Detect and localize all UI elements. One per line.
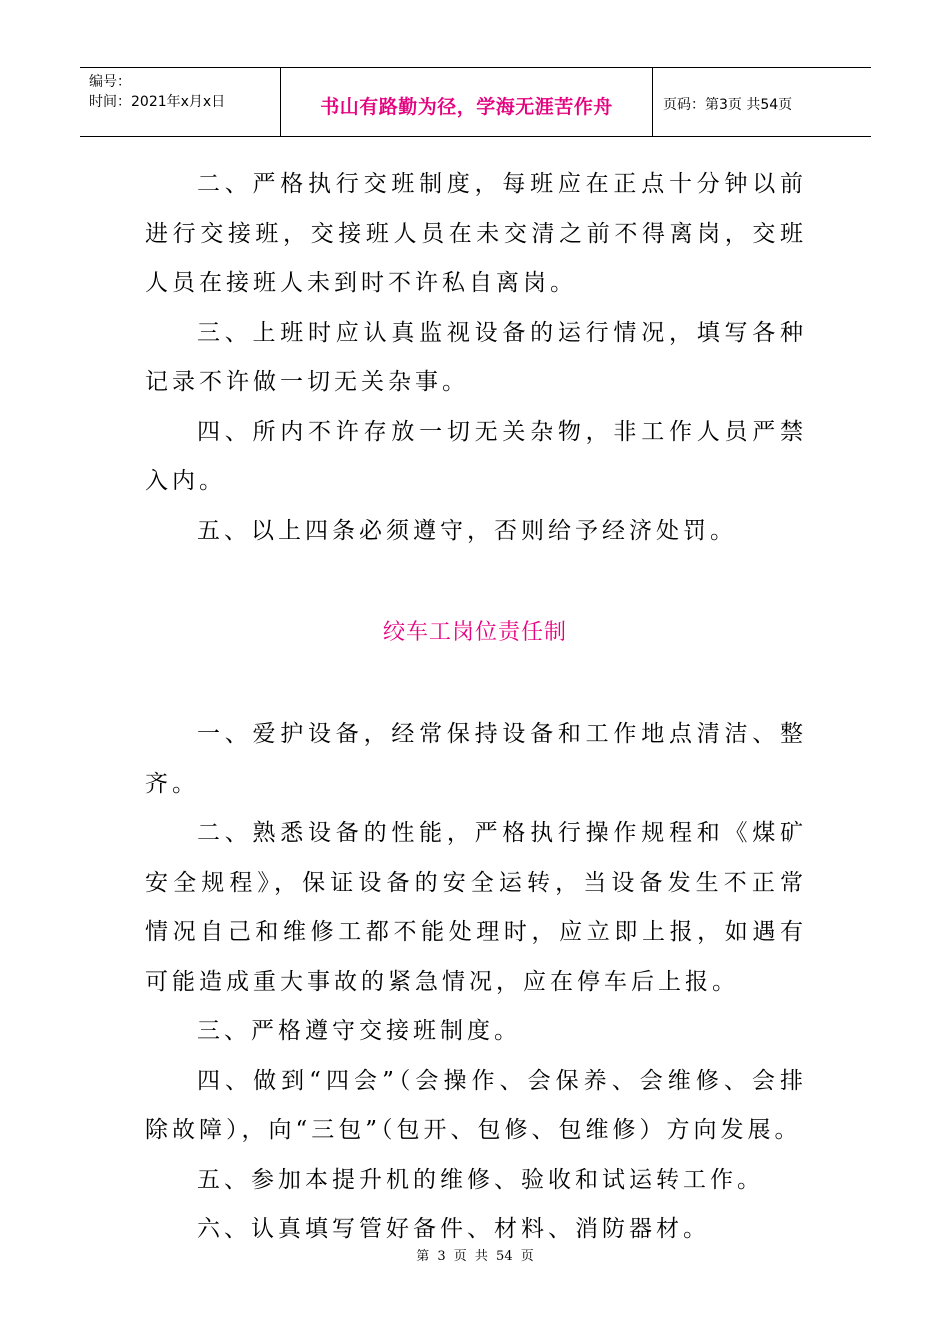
- paragraph: 四、所内不许存放一切无关杂物，非工作人员严禁入内。: [145, 418, 807, 494]
- paragraph: 二、严格执行交班制度，每班应在正点十分钟以前进行交接班，交接班人员在未交清之前不得离岗，交班人员在接班人未到时不许私自离岗。: [145, 171, 807, 296]
- page-footer: 第 3 页 共 54 页: [416, 1249, 534, 1264]
- paragraph: 六、认真填写管好备件、材料、消防器材。: [197, 1216, 710, 1242]
- paragraph: 三、上班时应认真监视设备的运行情况，填写各种记录不许做一切无关杂事。: [145, 319, 807, 395]
- paragraph: 二、熟悉设备的性能，严格执行操作规程和《煤矿安全规程》，保证设备的安全运转，当设备发生不正常情况自己和维修工都不能处理时，应立即上报，如遇有可能造成重大事故的紧急情况，应在停车后上报。: [145, 820, 807, 995]
- paragraph: 一、爱护设备，经常保持设备和工作地点清洁、整齐。: [145, 721, 807, 797]
- header-motto: 书山有路勤为径，学海无涯苦作舟: [320, 95, 613, 118]
- header-page-info: 页码：第3页 共54页: [663, 97, 793, 113]
- header-meta: [80, 68, 281, 136]
- section-title: 绞车工岗位责任制: [382, 620, 567, 645]
- section-2-body: [145, 710, 807, 1255]
- header-motto-cell: [281, 68, 653, 136]
- document-date: 时间：2021年x月x日: [89, 94, 226, 110]
- paragraph: 五、以上四条必须遵守，否则给予经济处罚。: [197, 517, 737, 544]
- section-1-body: [145, 160, 807, 556]
- paragraph: 四、做到“四会”（会操作、会保养、会维修、会排除故障），向“三包”（包开、包修、包维修）方向发展。: [145, 1067, 807, 1143]
- paragraph: 五、参加本提升机的维修、验收和试运转工作。: [197, 1166, 764, 1193]
- paragraph: 三、严格遵守交接班制度。: [197, 1018, 521, 1044]
- document-number-label: 编号：: [89, 74, 131, 90]
- page-header: [80, 67, 871, 137]
